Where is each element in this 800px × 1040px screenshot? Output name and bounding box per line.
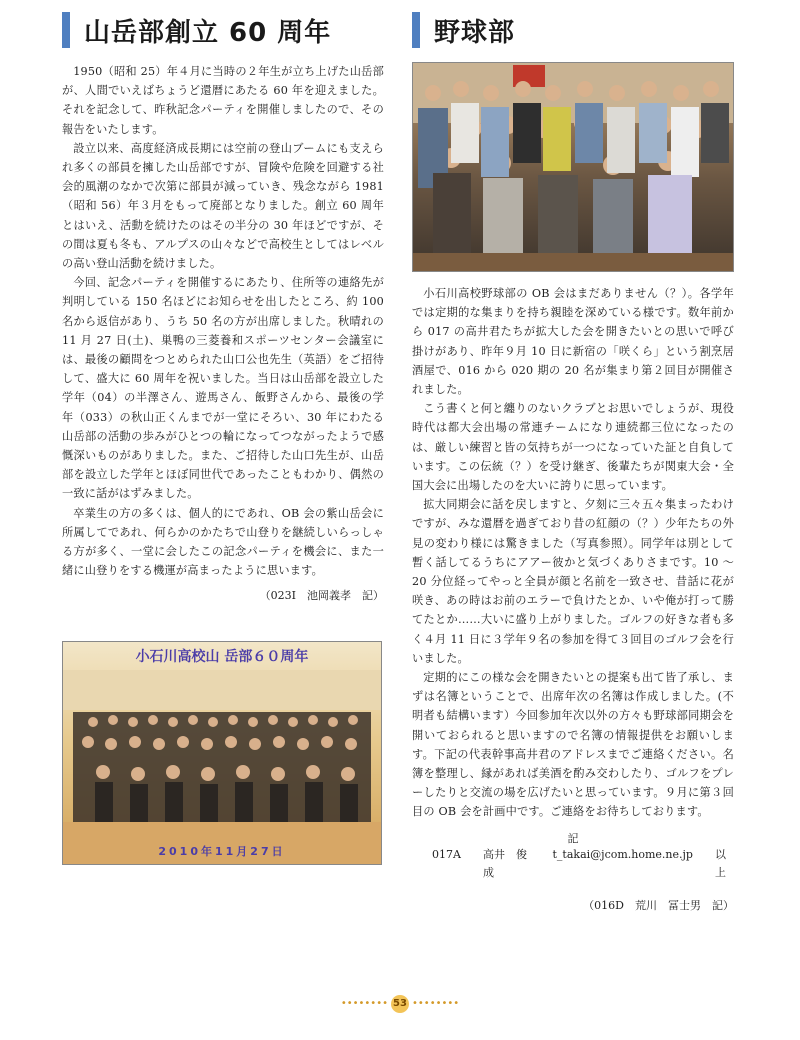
heading-accent-bar [62,12,70,48]
footer-dots-left: •••••••• [340,998,388,1009]
paragraph: 設立以来、高度経済成長期には空前の登山ブームにも支えられ多くの部員を擁した山岳部ですが、冒険や危険を回避する社会的風潮のなかで次第に部員が減っていき、残念ながら 1981（昭和 56）年３月をもって廃部となりました。創立 60 周年とはいえ、活動を続けたのはその半分の 30 年ほどですが、その間は夏も冬も、アルプスの山々などで高校生としてはレベルの高い登山活動を続けました。 [62,141,384,271]
paragraph: 今回、記念パーティを開催するにあたり、住所等の連絡先が判明している 150 名ほどにお知らせを出したところ、約 100 名から返信があり、うち 50 名の方が出席しました。秋晴れの 11 月 27 日(土)、巣鴨の三菱養和スポーツセンター会議室には、最後の顧問をつとめられた山口公也先生（英語）をご招待して、盛大に 60 周年を祝いました。当日は山岳部を設立した学年（04）の半澤さん、遊馬さん、飯野さんから、最後の学年（033）の秋山正くんまでが一堂にそろい、30 年にわたる山岳部の活動の歩みがひとつの輪になってつながったようで感慨深いものがありました。また、ご招待した山口先生が、山岳部を設立した学年とほぼ同世代であったこともわかり、偶然の一致に話がはずみました。 [62,276,384,501]
photo-date: 2010年11月27日 [158,845,286,859]
photo-crowd-illustration [63,642,381,864]
heading-accent-bar [412,12,420,48]
page-footer [0,995,800,1013]
photo-caption: 小石川高校山 岳部６０周年 [135,649,309,666]
contact-email[interactable]: t_takai@jcom.home.ne.jp [552,847,693,861]
contact-line [412,846,734,882]
paragraph: 小石川高校野球部の OB 会はまだありません（？）。各学年では定期的な集まりを持ち親睦を深めている様です。数年前から 017 の高井君たちが拡大した会を開きたいとの思いで呼び掛けがあり、昨年９月 10 日に新宿の「咲くら」という割烹居酒屋で、016 から 020 期の 20 名が集まり第２回目が開催されました。 [412,287,734,397]
group-photo-baseball [412,62,734,272]
section-heading [62,12,384,48]
footer-dots-right: •••••••• [412,998,460,1009]
article-title-mountaineering: 山岳部創立 60 周年 [84,17,332,48]
group-photo-mountaineering [62,641,382,865]
author-signature: （016D 荒川 冨士男 記） [583,898,734,912]
paragraph: 卒業生の方の多くは、個人的にであれ、OB 会の紫山岳会に所属してであれ、何らかのかたちで山登りを継続しいらっしゃる方が多く、一堂に会したこの記念パーティを機会に、また一緒に山登りをする機運が高まったように思います。 [62,506,384,578]
section-heading [412,12,734,48]
article-title-baseball: 野球部 [434,17,516,48]
paragraph: 1950（昭和 25）年４月に当時の２年生が立ち上げた山岳部が、人間でいえばちょうど還暦にあたる 60 年を迎えました。それを記念して、昨秋記念パーティを開催しましたので、その報告をいたします。 [62,65,384,136]
right-column [412,12,734,915]
contact-name: 高井 俊成 [482,847,527,879]
contact-end: 以上 [714,847,726,879]
contact-id: 017A [432,847,461,861]
author-signature: （023I 池岡義孝 記） [259,589,384,603]
left-column [62,12,384,865]
notice-marker: 記 [567,831,579,845]
paragraph: こう書くと何と纏りのないクラブとお思いでしょうが、現役時代は都大会出場の常連チームになり連続都三位になったのは、厳しい練習と皆の気持ちが一つになっていた証と自負しています。この伝統（？）を受け継ぎ、後輩たちが関東大会・全国大会に出場したのを大いに誇りに思っています。 [412,402,734,493]
photo-group-illustration [413,63,733,271]
paragraph: 拡大同期会に話を戻しますと、夕刻に三々五々集まったわけですが、みな還暦を過ぎており昔の紅顔の（？）少年たちの外見の変わり様には驚きました（写真参照）。同学年は別として暫く話してるうちにアアー彼かと気づくありさまです。10 ～ 20 分位経ってやっと全員が顔と名前を一致させ、昔話に花が咲き、あの時はお前のエラーで負けたとか、いや俺が打って勝てたとか……大いに盛り上がりました。ゴルフの好きな者も多く４月 11 日に３学年９名の参加を得て３回目のゴルフ会を行いました。 [412,498,734,665]
page-number: 53 [391,995,409,1013]
paragraph: 定期的にこの様な会を開きたいとの提案も出て皆了承し、まずは名簿ということで、出席年次の名簿は作成しました。(不明者も結構います）今回参加年次以外の方々も野球部同期会を開いておられると思いますので名簿の情報提供をお願いします。下記の代表幹事高井君のアドレスまでご連絡ください。名簿を整理し、縁があれば美酒を酌み交わしたり、ゴルフをプレーしたりと交流の場を広げたいと思っています。９月に第３回目の OB 会を計画中です。ご連絡をお待ちしております。 [412,671,734,819]
